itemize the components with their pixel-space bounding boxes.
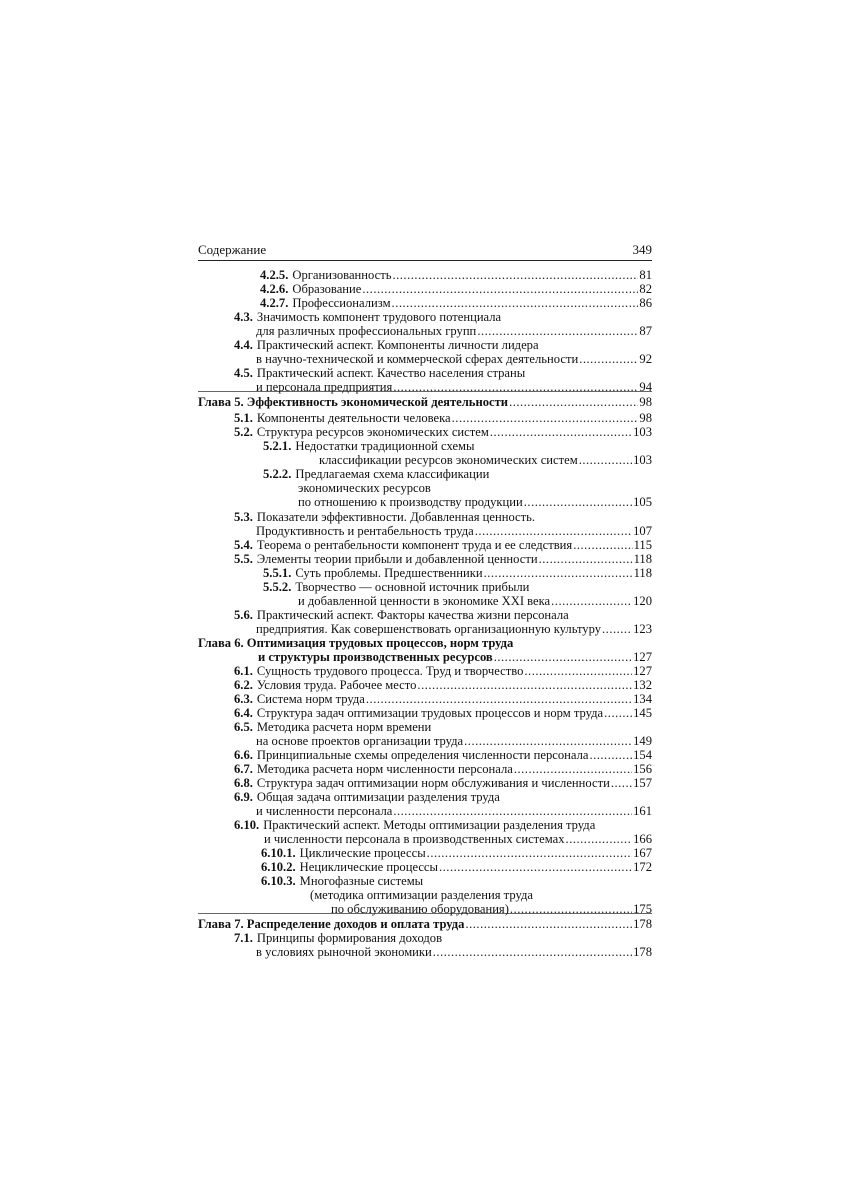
toc-chapter-line[interactable] xyxy=(198,650,652,664)
page-number: 103 xyxy=(633,453,652,467)
page-number: 120 xyxy=(633,594,652,608)
section-title: Условия труда. Рабочее место xyxy=(256,678,417,692)
toc-entry-line[interactable] xyxy=(198,425,652,439)
toc-entry-line[interactable] xyxy=(198,538,652,552)
section-title: и численности персонала в производственных системах xyxy=(264,832,565,846)
toc-entry-line[interactable] xyxy=(198,664,652,678)
section-number: 6.4. xyxy=(234,706,253,720)
section-title: и персонала предприятия xyxy=(256,380,393,394)
toc-chapter-line[interactable] xyxy=(198,395,652,409)
page-number: 118 xyxy=(633,566,652,580)
section-number: 6.1. xyxy=(234,664,253,678)
section-title: Принципы формирования доходов xyxy=(256,931,443,945)
section-title: Глава 6. Оптимизация трудовых процессов, норм труда xyxy=(198,636,514,650)
section-number: 6.3. xyxy=(234,692,253,706)
section-title: Структура задач оптимизации трудовых процессов и норм труда xyxy=(256,706,604,720)
section-title: Элементы теории прибыли и добавленной ценности xyxy=(256,552,538,566)
dot-leader xyxy=(579,352,638,366)
section-title: Структура ресурсов экономических систем xyxy=(256,425,489,439)
page-number: 157 xyxy=(633,776,652,790)
section-number: 4.2.6. xyxy=(260,282,289,296)
dot-leader xyxy=(366,692,632,706)
dot-leader xyxy=(510,902,632,916)
toc-entry-line[interactable] xyxy=(198,352,652,366)
dot-leader xyxy=(392,296,639,310)
page-number: 178 xyxy=(633,945,652,959)
page-number: 105 xyxy=(633,495,652,509)
toc-entry-line[interactable] xyxy=(198,734,652,748)
section-title: по обслуживанию оборудования) xyxy=(331,902,509,916)
page-number: 98 xyxy=(639,395,652,409)
page-number: 156 xyxy=(633,762,652,776)
page-number: 127 xyxy=(633,664,652,678)
section-number: 6.10. xyxy=(234,818,260,832)
section-title: Компоненты деятельности человека xyxy=(256,411,451,425)
section-number: 6.5. xyxy=(234,720,253,734)
toc-entry-line[interactable] xyxy=(198,945,652,959)
section-title: и добавленной ценности в экономике XXI века xyxy=(298,594,551,608)
page-number: 149 xyxy=(633,734,652,748)
dot-leader xyxy=(433,945,632,959)
header-page-number: 349 xyxy=(632,242,652,257)
section-title: Суть проблемы. Предшественники xyxy=(295,566,483,580)
dot-leader xyxy=(551,594,632,608)
section-title: Практический аспект. Методы оптимизации разделения труда xyxy=(263,818,596,832)
section-number: 5.5. xyxy=(234,552,253,566)
section-title: экономических ресурсов xyxy=(298,481,431,495)
toc-entry-line[interactable] xyxy=(198,481,652,495)
section-number: 5.5.1. xyxy=(263,566,292,580)
section-title: Недостатки традиционной схемы xyxy=(295,439,475,453)
section-number: 7.1. xyxy=(234,931,253,945)
page-number: 115 xyxy=(633,538,652,552)
section-title: Практический аспект. Компоненты личности лидера xyxy=(256,338,539,352)
section-number: 4.3. xyxy=(234,310,253,324)
dot-leader xyxy=(573,538,632,552)
dot-leader xyxy=(465,917,632,931)
toc-entry-line[interactable] xyxy=(198,860,652,874)
header-title: Содержание xyxy=(198,242,267,257)
page-number: 127 xyxy=(633,650,652,664)
page-number: 82 xyxy=(639,282,652,296)
toc-entry-line[interactable] xyxy=(198,380,652,394)
section-title: Значимость компонент трудового потенциала xyxy=(256,310,502,324)
page-number: 118 xyxy=(633,552,652,566)
section-title: Предлагаемая схема классификации xyxy=(295,467,490,481)
section-number: 5.3. xyxy=(234,510,253,524)
section-title: Методика расчета норм численности персонала xyxy=(256,762,513,776)
dot-leader xyxy=(439,860,632,874)
page-number: 167 xyxy=(633,846,652,860)
toc-entry-line[interactable] xyxy=(198,888,652,902)
toc-entry-line[interactable] xyxy=(198,931,652,945)
page-number: 178 xyxy=(633,917,652,931)
dot-leader xyxy=(579,453,632,467)
section-title: Теорема о рентабельности компонент труда и ее следствия xyxy=(256,538,573,552)
page-number: 175 xyxy=(633,902,652,916)
dot-leader xyxy=(566,832,633,846)
dot-leader xyxy=(589,748,632,762)
toc-chapter-line[interactable] xyxy=(198,917,652,931)
dot-leader xyxy=(393,380,638,394)
page-number: 98 xyxy=(639,411,652,425)
dot-leader xyxy=(427,846,632,860)
dot-leader xyxy=(602,622,632,636)
toc-entry-line[interactable] xyxy=(198,874,652,888)
toc-entry-line[interactable] xyxy=(198,902,652,916)
dot-leader xyxy=(392,268,638,282)
section-number: 4.5. xyxy=(234,366,253,380)
section-title: в научно-технической и коммерческой сферах деятельности xyxy=(256,352,579,366)
toc-entry-line[interactable] xyxy=(198,594,652,608)
section-title: Продуктивность и рентабельность труда xyxy=(256,524,474,538)
section-number: 4.2.7. xyxy=(260,296,289,310)
page-number: 161 xyxy=(633,804,652,818)
toc-entry-line[interactable] xyxy=(198,790,652,804)
toc-entry-line[interactable] xyxy=(198,762,652,776)
section-title: предприятия. Как совершенствовать организационную культуру xyxy=(256,622,602,636)
section-title: Профессионализм xyxy=(292,296,391,310)
section-title: Показатели эффективности. Добавленная ценность. xyxy=(256,510,536,524)
toc-entry-line[interactable] xyxy=(198,706,652,720)
section-title: Творчество — основной источник прибыли xyxy=(295,580,530,594)
toc-entry-line[interactable] xyxy=(198,296,652,310)
page-number: 94 xyxy=(639,380,652,394)
dot-leader xyxy=(524,495,632,509)
toc-entry-line[interactable] xyxy=(198,692,652,706)
toc-entry-line[interactable] xyxy=(198,324,652,338)
dot-leader xyxy=(452,411,639,425)
section-number: 6.10.1. xyxy=(261,846,296,860)
dot-leader xyxy=(604,706,632,720)
section-title: Общая задача оптимизации разделения труда xyxy=(256,790,500,804)
section-title: Практический аспект. Факторы качества жизни персонала xyxy=(256,608,569,622)
dot-leader xyxy=(417,678,632,692)
running-header xyxy=(198,240,652,261)
section-title: Организованность xyxy=(292,268,392,282)
section-number: 6.10.2. xyxy=(261,860,296,874)
section-title: на основе проектов организации труда xyxy=(256,734,464,748)
section-title: Практический аспект. Качество населения страны xyxy=(256,366,526,380)
section-number: 6.7. xyxy=(234,762,253,776)
toc-entry-line[interactable] xyxy=(198,832,652,846)
toc-entry-line[interactable] xyxy=(198,846,652,860)
section-number: 5.5.2. xyxy=(263,580,292,594)
toc-entry-line[interactable] xyxy=(198,338,652,352)
section-number: 5.2.1. xyxy=(263,439,292,453)
toc-entry-line[interactable] xyxy=(198,804,652,818)
section-number: 6.10.3. xyxy=(261,874,296,888)
page-number: 107 xyxy=(633,524,652,538)
page-number: 154 xyxy=(633,748,652,762)
page-number: 103 xyxy=(633,425,652,439)
section-number: 5.6. xyxy=(234,608,253,622)
dot-leader xyxy=(494,650,632,664)
toc-entry-line[interactable] xyxy=(198,720,652,734)
dot-leader xyxy=(475,524,632,538)
toc-entry-line[interactable] xyxy=(198,818,652,832)
section-number: 5.2.2. xyxy=(263,467,292,481)
toc-entry-line[interactable] xyxy=(198,411,652,425)
section-title: по отношению к производству продукции xyxy=(298,495,523,509)
toc-entry-line[interactable] xyxy=(198,495,652,509)
toc-entry-line[interactable] xyxy=(198,282,652,296)
dot-leader xyxy=(611,776,632,790)
dot-leader xyxy=(490,425,632,439)
toc-entry-line[interactable] xyxy=(198,622,652,636)
dot-leader xyxy=(393,804,632,818)
toc-entry-line[interactable] xyxy=(198,748,652,762)
toc-chapter-line[interactable] xyxy=(198,636,652,650)
section-title: классификации ресурсов экономических систем xyxy=(319,453,578,467)
page-number: 87 xyxy=(639,324,652,338)
section-title: (методика оптимизации разделения труда xyxy=(310,888,533,902)
toc-entry-line[interactable] xyxy=(198,453,652,467)
dot-leader xyxy=(524,664,632,678)
page-number: 86 xyxy=(639,296,652,310)
dot-leader xyxy=(484,566,633,580)
section-title: Принципиальные схемы определения численности персонала xyxy=(256,748,589,762)
toc-entry-line[interactable] xyxy=(198,552,652,566)
section-number: 4.4. xyxy=(234,338,253,352)
section-title: Глава 5. Эффективность экономической деятельности xyxy=(198,395,509,409)
section-number: 4.2.5. xyxy=(260,268,289,282)
page-number: 92 xyxy=(639,352,652,366)
page-number: 145 xyxy=(633,706,652,720)
toc-entry-line[interactable] xyxy=(198,776,652,790)
section-title: и структуры производственных ресурсов xyxy=(258,650,493,664)
dot-leader xyxy=(514,762,632,776)
toc-entry-line[interactable] xyxy=(198,566,652,580)
toc-entry-line[interactable] xyxy=(198,580,652,594)
section-title: Структура задач оптимизации норм обслуживания и численности xyxy=(256,776,610,790)
toc-entry-line[interactable] xyxy=(198,366,652,380)
toc-entry-line[interactable] xyxy=(198,310,652,324)
section-number: 6.6. xyxy=(234,748,253,762)
dot-leader xyxy=(539,552,633,566)
page-number: 172 xyxy=(633,860,652,874)
dot-leader xyxy=(477,324,638,338)
section-title: Сущность трудового процесса. Труд и творчество xyxy=(256,664,524,678)
page-number: 132 xyxy=(633,678,652,692)
section-number: 6.9. xyxy=(234,790,253,804)
page-number: 134 xyxy=(633,692,652,706)
toc-entry-line[interactable] xyxy=(198,268,652,282)
section-title: Образование xyxy=(292,282,362,296)
dot-leader xyxy=(509,395,638,409)
dot-leader xyxy=(464,734,632,748)
section-number: 5.4. xyxy=(234,538,253,552)
toc-entry-line[interactable] xyxy=(198,510,652,524)
toc-entry-line[interactable] xyxy=(198,608,652,622)
section-title: Циклические процессы xyxy=(299,846,426,860)
section-title: Методика расчета норм времени xyxy=(256,720,432,734)
toc-entry-line[interactable] xyxy=(198,524,652,538)
section-title: Нециклические процессы xyxy=(299,860,438,874)
page-number: 166 xyxy=(633,832,652,846)
toc-entry-line[interactable] xyxy=(198,439,652,453)
section-title: Система норм труда xyxy=(256,692,365,706)
page-number: 123 xyxy=(633,622,652,636)
toc-entry-line[interactable] xyxy=(198,467,652,481)
section-title: для различных профессиональных групп xyxy=(256,324,477,338)
section-number: 5.2. xyxy=(234,425,253,439)
section-title: Многофазные системы xyxy=(299,874,424,888)
toc-entry-line[interactable] xyxy=(198,678,652,692)
section-title: в условиях рыночной экономики xyxy=(256,945,432,959)
dot-leader xyxy=(362,282,638,296)
page-number: 81 xyxy=(639,268,652,282)
section-number: 5.1. xyxy=(234,411,253,425)
section-title: Глава 7. Распределение доходов и оплата труда xyxy=(198,917,465,931)
section-number: 6.8. xyxy=(234,776,253,790)
section-title: и численности персонала xyxy=(256,804,393,818)
section-number: 6.2. xyxy=(234,678,253,692)
